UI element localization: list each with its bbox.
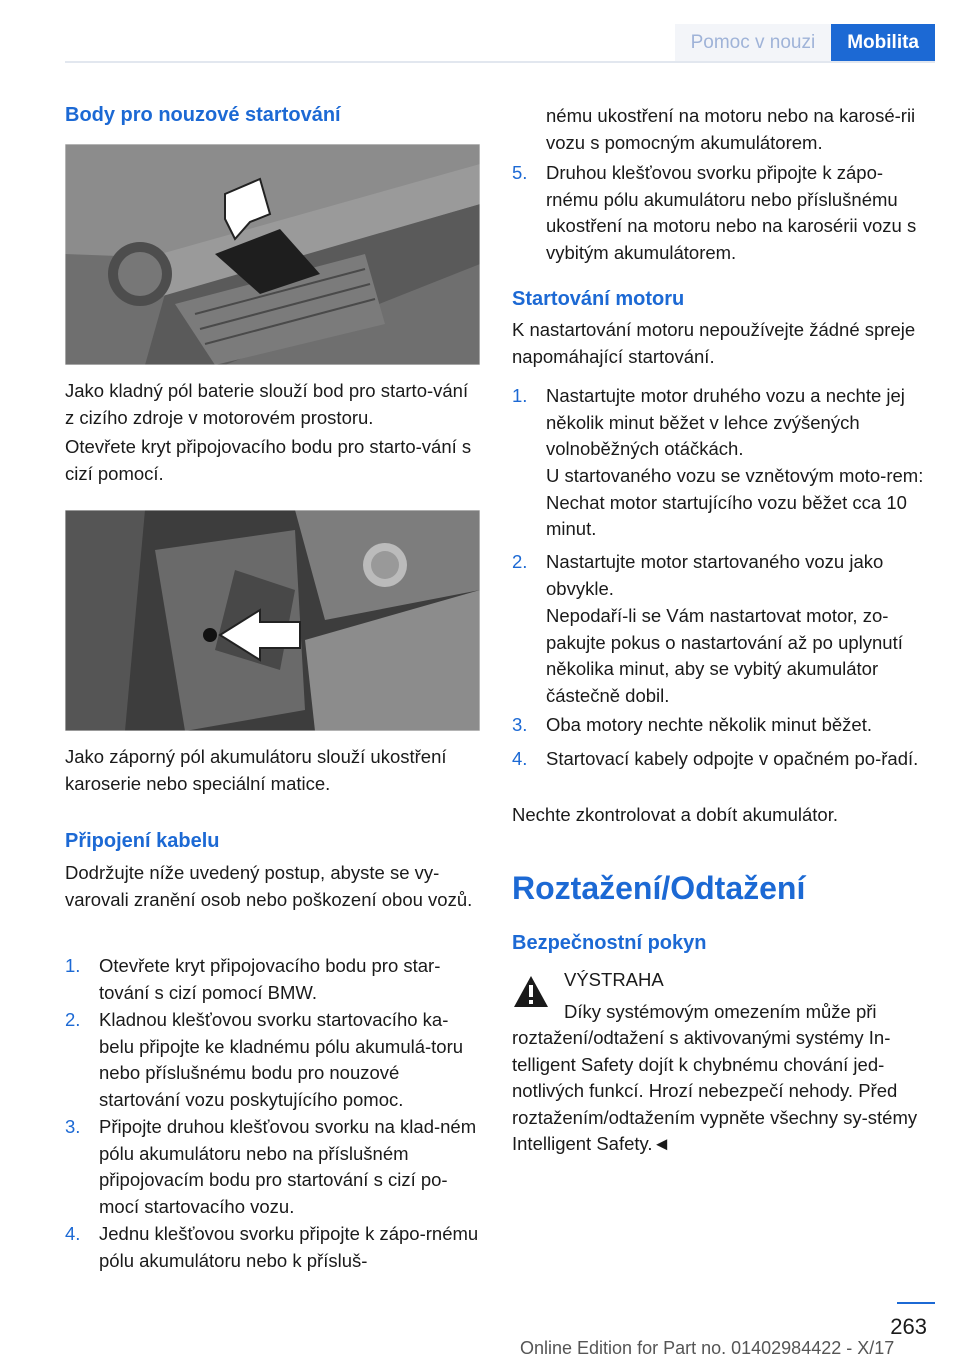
header-tabs <box>675 24 935 61</box>
para-positive-terminal: Jako kladný pól baterie slouží bod pro starto‐vání z cizího zdroje v motorovém prostoru. <box>65 380 469 428</box>
header-divider <box>65 61 935 63</box>
tab-pomoc-v-nouzi[interactable]: Pomoc v nouzi <box>675 24 832 61</box>
page-number: 263 <box>890 1314 927 1339</box>
heading-cable-connection: Připojení kabelu <box>65 830 220 852</box>
list-item <box>65 953 480 1006</box>
step-number: 4. <box>512 748 528 769</box>
list-item <box>65 1221 480 1274</box>
para-check-battery: Nechte zkontrolovat a dobít akumulátor. <box>512 804 838 825</box>
step-number: 3. <box>512 714 528 735</box>
warning-label: VÝSTRAHA <box>564 969 664 990</box>
para-no-sprays: K nastartování motoru nepoužívejte žádné spreje napomáhající startování. <box>512 319 916 367</box>
heading-start-points: Body pro nouzové startování <box>65 104 341 126</box>
edition-footer: Online Edition for Part no. 01402984422 - X/17 <box>520 1338 895 1358</box>
step-text: Nastartujte motor startovaného vozu jako obvykle. <box>546 551 884 599</box>
heading-towing: Roztažení/Odtažení <box>512 870 806 906</box>
step-text: Připojte druhou klešťovou svorku na klad‐ném pólu akumulátoru nebo na příslušném připojovacím bodu pro startování s cizí po‐mocí startovacího vozu. <box>99 1116 477 1217</box>
list-item <box>65 1007 480 1113</box>
step-text: Otevřete kryt připojovacího bodu pro star‐tování s cizí pomocí BMW. <box>99 955 441 1003</box>
step-number: 3. <box>65 1116 81 1137</box>
step-number: 5. <box>512 162 528 183</box>
engine-bay-photo-negative <box>65 510 480 731</box>
step-text: Kladnou klešťovou svorku startovacího ka‐belu připojte ke kladnému pólu akumulá‐toru nebo příslušnému bodu pro nouzové startování vozu poskytujícího pomoc. <box>99 1009 464 1110</box>
step-text: Oba motory nechte několik minut běžet. <box>546 714 872 735</box>
tab-mobilita[interactable]: Mobilita <box>831 24 935 61</box>
list-item <box>512 712 930 739</box>
step-note-diesel: U startovaného vozu se vznětovým moto‐rem: Nechat motor startujícího vozu běžet cca 10 minut. <box>546 465 924 539</box>
step-number: 1. <box>512 385 528 406</box>
heading-engine-start: Startování motoru <box>512 288 685 310</box>
step-text: Druhou klešťovou svorku připojte k zápo‐rnému pólu akumulátoru nebo příslušnému ukostření na motoru nebo na karosérii vozu s vybitým akumulátorem. <box>546 162 917 263</box>
para-follow-procedure: Dodržujte níže uvedený postup, abyste se vy‐varovali zranění osob nebo poškození obou vozů. <box>65 862 473 910</box>
para-negative-terminal: Jako záporný pól akumulátoru slouží ukostření karoserie nebo speciální matice. <box>65 746 447 794</box>
step-number: 1. <box>65 955 81 976</box>
list-item <box>512 746 930 773</box>
step-text: Nastartujte motor druhého vozu a nechte jej několik minut běžet v lehce zvýšených volnoběžných otáčkách. <box>546 385 905 459</box>
step-note-retry: Nepodaří-li se Vám nastartovat motor, zo‐pakujte pokus o nastartování až po uplynutí několika minut, aby se vybitý akumulátor částečně dobil. <box>546 605 903 706</box>
engine-bay-photo-positive <box>65 144 480 365</box>
warning-text: roztažení/odtažení s aktivovanými systémy In‐telligent Safety dojít k chybnému chování jed‐notlivých funkcí. Hrozí nebezpečí nehody. Před roztažením/odtažením vypněte všechny sy‐stémy Intelligent Safety.◄ <box>512 1027 918 1154</box>
list-item <box>512 549 930 602</box>
step-text: Startovací kabely odpojte v opačném po‐řadí. <box>546 748 919 769</box>
heading-safety-note: Bezpečnostní pokyn <box>512 932 707 954</box>
step-number: 2. <box>65 1009 81 1030</box>
step-number: 4. <box>65 1223 81 1244</box>
list-item <box>512 160 930 266</box>
step-text: Jednu klešťovou svorku připojte k zápo‐rnému pólu akumulátoru nebo k přísluš‐ <box>99 1223 479 1271</box>
footer-divider <box>897 1302 935 1304</box>
warning-text-first-line: Díky systémovým omezením může při <box>564 1001 877 1022</box>
step-number: 2. <box>512 551 528 572</box>
step4-continuation: nému ukostření na motoru nebo na karosé‐rii vozu s pomocným akumulátorem. <box>546 105 916 153</box>
list-item <box>65 1114 480 1220</box>
list-item <box>512 383 930 463</box>
para-open-cover: Otevřete kryt připojovacího bodu pro starto‐vání s cizí pomocí. <box>65 436 472 484</box>
warning-icon <box>512 974 550 1015</box>
